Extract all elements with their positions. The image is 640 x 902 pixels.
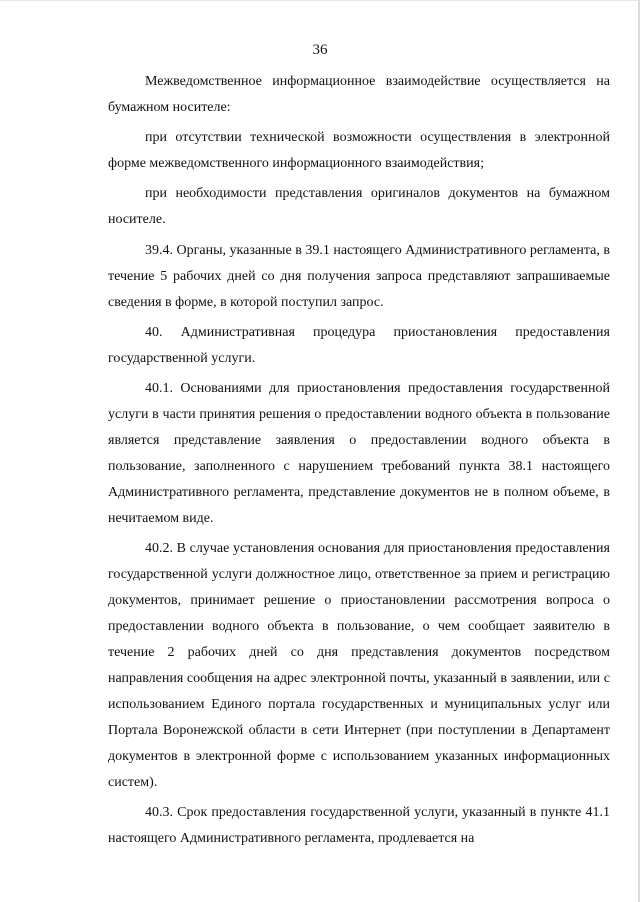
document-body	[108, 69, 610, 852]
scan-edge-top	[0, 0, 640, 1]
page-number: 36	[312, 42, 328, 58]
paragraph-40-1: 40.1. Основаниями для приостановления предоставления государственной услуги в части принятия решения о предоставлении водного объекта в пользование является представление заявления о предоставлении водного объекта в пользование, заполненного с нарушением требований пункта 38.1 настоящего Административного регламента, представление документов не в полном объеме, в нечитаемом виде.	[108, 380, 610, 526]
paragraph-40: 40. Административная процедура приостановления предоставления государственной услуги.	[108, 324, 610, 366]
paragraph-no-technical-possibility: при отсутствии технической возможности осуществления в электронной форме межведомственного информационного взаимодействия;	[108, 130, 610, 172]
paragraph-paper-interaction: Межведомственное информационное взаимодействие осуществляется на бумажном носителе:	[108, 74, 610, 115]
paragraph-originals-needed: при необходимости представления оригиналов документов на бумажном носителе.	[108, 186, 610, 228]
paragraph-40-3: 40.3. Срок предоставления государственной услуги, указанный в пункте 41.1 настоящего Административного регламента, продлевается на	[108, 805, 610, 847]
paragraph-39-4: 39.4. Органы, указанные в 39.1 настоящего Административного регламента, в течение 5 рабочих дней со дня получения запроса представляют запрашиваемые сведения в форме, в которой поступил запрос.	[108, 242, 610, 310]
paragraph-40-2: 40.2. В случае установления основания для приостановления предоставления государственной услуги должностное лицо, ответственное за прием и регистрацию документов, принимает решение о приостановлении рассмотрения вопроса о предоставлении водного объекта в пользование, о чем сообщает заявителю в течение 2 рабочих дней со дня представления документов посредством направления сообщения на адрес электронной почты, указанный в заявлении, или с использованием Единого портала государственных и муниципальных услуг или Портала Воронежской области в сети Интернет (при поступлении в Департамент документов в электронной форме с использованием указанных информационных систем).	[108, 541, 610, 791]
